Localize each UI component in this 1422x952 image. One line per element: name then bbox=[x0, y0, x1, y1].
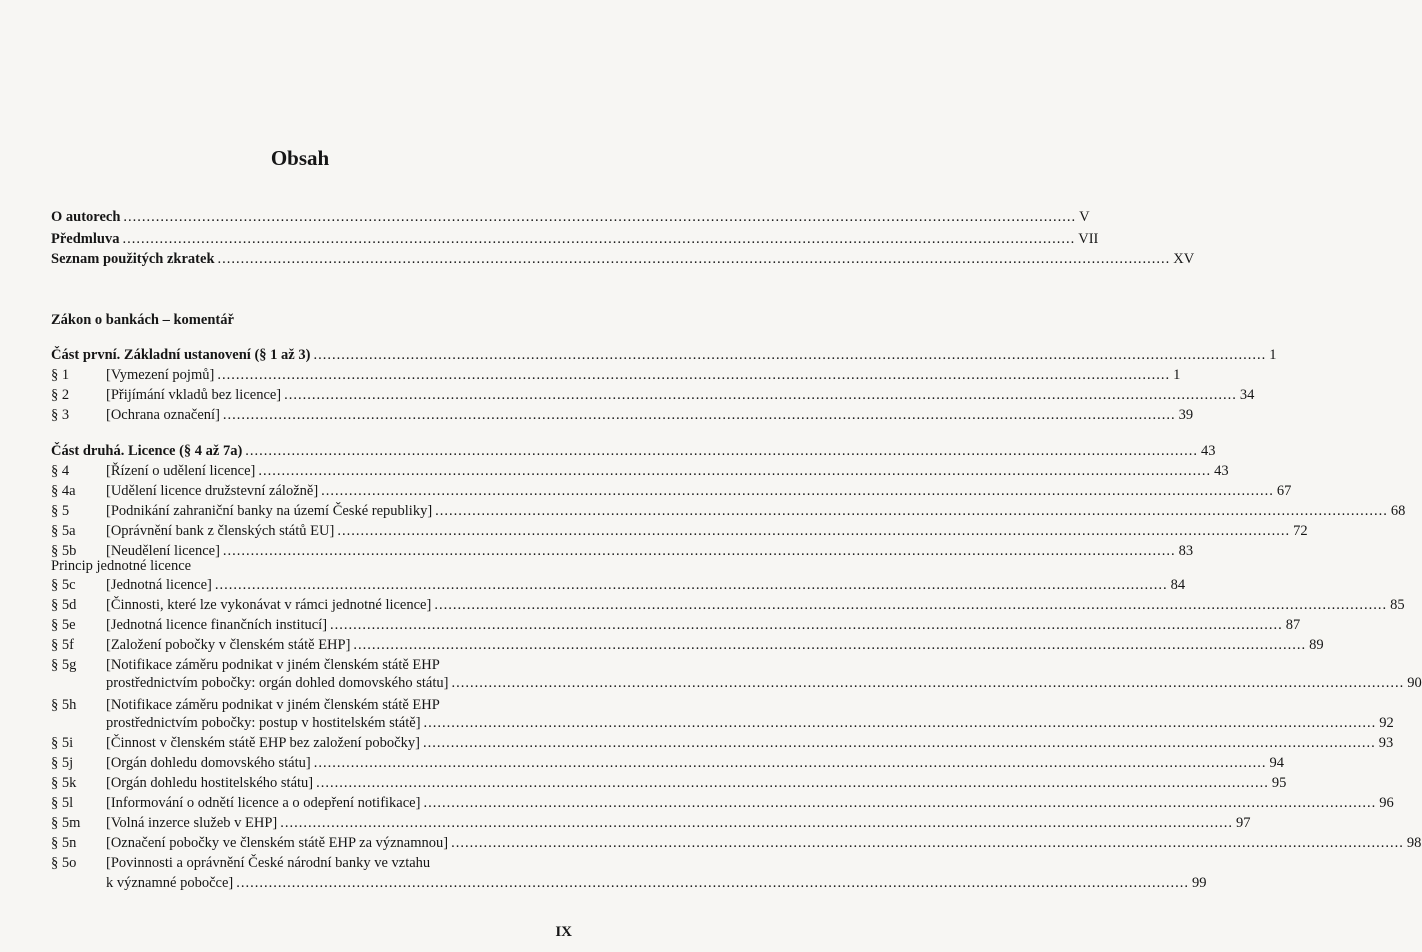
section-number: § 5a bbox=[51, 523, 76, 539]
leader-dots bbox=[423, 794, 1376, 812]
leader-dots bbox=[284, 386, 1237, 404]
toc-entry-label: [Udělení licence družstevní záložně] bbox=[106, 483, 319, 499]
section-number: § 5e bbox=[51, 617, 76, 633]
toc-entry[interactable] bbox=[51, 732, 1394, 752]
toc-entry-abbreviations[interactable] bbox=[51, 248, 1195, 268]
leader-dots bbox=[353, 636, 1306, 654]
toc-entry-label: Předmluva bbox=[51, 231, 120, 247]
toc-entry-label: prostřednictvím pobočky: orgán dohled domovského státu] bbox=[106, 675, 449, 691]
leader-dots bbox=[435, 502, 1388, 520]
toc-entry-label: Seznam použitých zkratek bbox=[51, 251, 215, 267]
toc-entry-label: [Neudělení licence] bbox=[106, 543, 220, 559]
toc-entry-label: k významné pobočce] bbox=[106, 875, 234, 891]
section-number: § 5b bbox=[51, 543, 77, 559]
toc-page-number: 43 bbox=[1201, 443, 1216, 459]
section-number: § 5h bbox=[51, 697, 77, 713]
page-number: IX bbox=[555, 924, 572, 940]
section-number: § 4 bbox=[51, 463, 70, 479]
toc-entry[interactable] bbox=[51, 772, 1287, 792]
toc-entry-label: Část první. Základní ustanovení (§ 1 až 3) bbox=[51, 347, 311, 363]
leader-dots bbox=[314, 754, 1267, 772]
toc-entry[interactable] bbox=[51, 752, 1284, 772]
toc-page-number: VII bbox=[1078, 231, 1099, 247]
law-heading: Zákon o bankách – komentář bbox=[51, 312, 234, 328]
toc-page-number: 34 bbox=[1239, 387, 1255, 403]
leader-dots bbox=[423, 734, 1376, 752]
toc-page-number: 89 bbox=[1309, 637, 1324, 653]
section-number: § 3 bbox=[51, 407, 70, 423]
toc-entry-label: [Činnost v členském státě EHP bez založení pobočky] bbox=[106, 735, 420, 751]
toc-entry-label: [Založení pobočky v členském státě EHP] bbox=[106, 637, 351, 653]
section-number: § 5c bbox=[51, 577, 76, 593]
toc-page-number: 98 bbox=[1406, 835, 1422, 851]
toc-entry-label: [Orgán dohledu hostitelského státu] bbox=[106, 775, 314, 791]
section-number: § 5i bbox=[51, 735, 74, 751]
leader-dots bbox=[123, 208, 1076, 226]
section-number: § 5n bbox=[51, 835, 77, 851]
toc-page-number: 97 bbox=[1236, 815, 1251, 831]
toc-entry-label: [Přijímání vkladů bez licence] bbox=[106, 387, 282, 403]
toc-page-number: 95 bbox=[1271, 775, 1287, 791]
toc-entry[interactable] bbox=[51, 614, 1301, 634]
toc-entry[interactable] bbox=[51, 520, 1308, 540]
toc-entry-label: [Orgán dohledu domovského státu] bbox=[106, 755, 311, 771]
leader-dots bbox=[245, 442, 1198, 460]
subsection-heading: Princip jednotné licence bbox=[51, 558, 192, 574]
toc-page-number: 87 bbox=[1285, 617, 1301, 633]
toc-entry-continuation[interactable] bbox=[51, 872, 1207, 892]
leader-dots bbox=[330, 616, 1283, 634]
section-number: § 1 bbox=[51, 367, 70, 383]
toc-entry-label: O autorech bbox=[51, 209, 121, 225]
leader-dots bbox=[236, 874, 1189, 892]
leader-dots bbox=[321, 482, 1274, 500]
toc-entry[interactable] bbox=[51, 540, 1194, 560]
toc-page-number: 72 bbox=[1293, 523, 1308, 539]
toc-entry-label: [Podnikání zahraniční banky na území České republiky] bbox=[106, 503, 433, 519]
toc-entry-preface[interactable] bbox=[51, 228, 1099, 248]
toc-entry-first-line[interactable] bbox=[51, 852, 557, 872]
leader-dots bbox=[122, 230, 1075, 248]
toc-entry-label: [Činnosti, které lze vykonávat v rámci jednotné licence] bbox=[106, 597, 432, 613]
section-number: § 5l bbox=[51, 795, 74, 811]
toc-page-number: 39 bbox=[1178, 407, 1194, 423]
leader-dots bbox=[218, 250, 1171, 268]
toc-entry-label: [Povinnosti a oprávnění České národní banky ve vztahu bbox=[106, 855, 431, 871]
toc-entry-label: [Řízení o udělení licence] bbox=[106, 463, 256, 479]
toc-entry-label: [Vymezení pojmů] bbox=[106, 367, 215, 383]
toc-entry[interactable] bbox=[51, 574, 1186, 594]
toc-page-number: 1 bbox=[1269, 347, 1277, 363]
toc-page-number: XV bbox=[1173, 251, 1195, 267]
toc-entry-authors[interactable] bbox=[51, 206, 1090, 226]
toc-page-number: 83 bbox=[1178, 543, 1194, 559]
toc-entry[interactable] bbox=[51, 500, 1406, 520]
toc-entry[interactable] bbox=[51, 634, 1324, 654]
toc-entry-label: [Jednotná licence] bbox=[106, 577, 212, 593]
toc-page-number: 92 bbox=[1379, 715, 1394, 731]
toc-page-number: 68 bbox=[1390, 503, 1406, 519]
section-number: § 5 bbox=[51, 503, 70, 519]
leader-dots bbox=[223, 542, 1176, 560]
toc-entry[interactable] bbox=[51, 384, 1255, 404]
toc-entry-label: [Notifikace záměru podnikat v jiném členském státě EHP bbox=[106, 657, 440, 673]
toc-page-number: 93 bbox=[1378, 735, 1394, 751]
toc-entry-label: prostřednictvím pobočky: postup v hostitelském státě] bbox=[106, 715, 421, 731]
toc-entry-label: [Oprávnění bank z členských států EU] bbox=[106, 523, 335, 539]
leader-dots bbox=[424, 714, 1377, 732]
toc-page-number: 99 bbox=[1191, 875, 1207, 891]
section-number: § 5d bbox=[51, 597, 77, 613]
toc-entry[interactable] bbox=[51, 404, 1194, 424]
toc-part-heading[interactable] bbox=[51, 344, 1277, 364]
toc-page-number: 96 bbox=[1379, 795, 1394, 811]
toc-entry[interactable] bbox=[51, 832, 1422, 852]
leader-dots bbox=[280, 814, 1233, 832]
toc-entry-first-line[interactable] bbox=[51, 694, 557, 714]
toc-entry[interactable] bbox=[51, 792, 1394, 812]
section-number: § 5m bbox=[51, 815, 81, 831]
section-number: § 5f bbox=[51, 637, 74, 653]
leader-dots bbox=[258, 462, 1211, 480]
section-number: § 5g bbox=[51, 657, 77, 673]
toc-page-number: 1 bbox=[1173, 367, 1181, 383]
leader-dots bbox=[316, 774, 1269, 792]
toc-entry[interactable] bbox=[51, 812, 1251, 832]
toc-entry-label: [Informování o odnětí licence a o odepření notifikace] bbox=[106, 795, 421, 811]
section-number: § 4a bbox=[51, 483, 76, 499]
leader-dots bbox=[451, 834, 1404, 852]
toc-page-number: V bbox=[1079, 209, 1090, 225]
toc-entry-continuation[interactable] bbox=[51, 712, 1394, 732]
leader-dots bbox=[337, 522, 1290, 540]
toc-page-number: 90 bbox=[1407, 675, 1422, 691]
toc-page-number: 85 bbox=[1390, 597, 1405, 613]
toc-entry[interactable] bbox=[51, 364, 1181, 384]
section-number: § 5j bbox=[51, 755, 74, 771]
toc-entry-label: [Ochrana označení] bbox=[106, 407, 220, 423]
section-number: § 2 bbox=[51, 387, 70, 403]
leader-dots bbox=[223, 406, 1176, 424]
leader-dots bbox=[313, 346, 1266, 364]
toc-entry-label: Část druhá. Licence (§ 4 až 7a) bbox=[51, 443, 243, 459]
section-number: § 5k bbox=[51, 775, 77, 791]
toc-page-number: 94 bbox=[1269, 755, 1284, 771]
toc-entry-label: [Jednotná licence finančních institucí] bbox=[106, 617, 328, 633]
leader-dots bbox=[217, 366, 1170, 384]
page-title: Obsah bbox=[270, 146, 330, 170]
toc-page-number: 67 bbox=[1276, 483, 1292, 499]
toc-entry-label: [Volná inzerce služeb v EHP] bbox=[106, 815, 278, 831]
toc-part-heading[interactable] bbox=[51, 440, 1216, 460]
leader-dots bbox=[434, 596, 1387, 614]
toc-entry[interactable] bbox=[51, 594, 1405, 614]
toc-entry-label: [Označení pobočky ve členském státě EHP za významnou] bbox=[106, 835, 449, 851]
toc-entry[interactable] bbox=[51, 480, 1292, 500]
toc-entry-continuation[interactable] bbox=[51, 672, 1422, 692]
leader-dots bbox=[451, 674, 1404, 692]
leader-dots bbox=[215, 576, 1168, 594]
section-number: § 5o bbox=[51, 855, 77, 871]
toc-entry-first-line[interactable] bbox=[51, 654, 557, 674]
toc-entry-label: [Notifikace záměru podnikat v jiném členském státě EHP bbox=[106, 697, 440, 713]
toc-page-number: 84 bbox=[1170, 577, 1186, 593]
toc-entry[interactable] bbox=[51, 460, 1229, 480]
toc-page-number: 43 bbox=[1214, 463, 1229, 479]
